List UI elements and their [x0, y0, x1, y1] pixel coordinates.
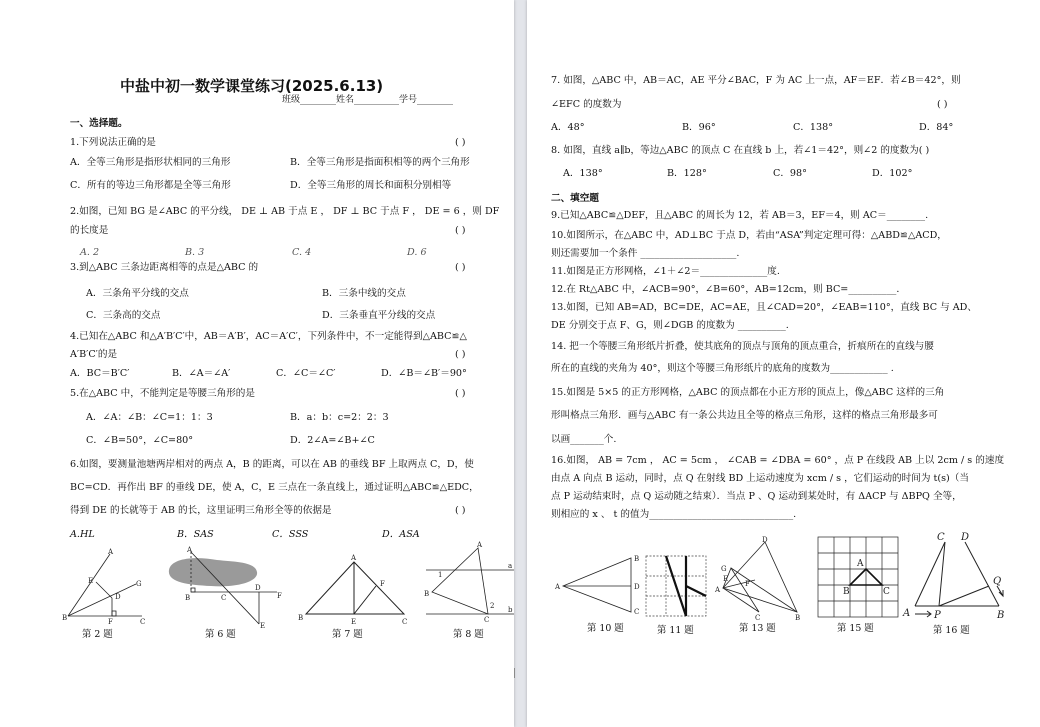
q15-line1: 15.如图是 5×5 的正方形网格，△ABC 的顶点都在小正方形的顶点上，像△ABC 这样的三角: [551, 387, 945, 398]
page-left: [0, 0, 514, 727]
f6-label-c: C: [221, 594, 227, 602]
q6-option-b: B．SAS: [177, 529, 214, 540]
q15-line2: 形叫格点三角形．画与△ABC 有一条公共边且全等的格点三角形，这样的格点三角形最多可: [551, 410, 938, 421]
header-fields: 班级________姓名__________学号________: [282, 95, 454, 105]
q4-line2: A′B′C′的是: [70, 349, 118, 360]
q7-option-b: B．96°: [682, 122, 716, 133]
q8-option-d: D．102°: [872, 168, 913, 179]
q7-paren: ( ): [937, 99, 948, 110]
q4-option-b: B．∠A＝∠A′: [172, 368, 231, 379]
f13-label-g: G: [721, 565, 727, 573]
f8-label-a-line: a: [508, 562, 513, 570]
q4-line1: 4.已知在△ABC 和△A′B′C′中，AB＝A′B′，AC＝A′C′，下列条件中，不一定能得到△ABC≌△: [70, 331, 467, 342]
f8-label-b-line: b: [508, 606, 513, 614]
q2-line1: 2.如图，已知 BG 是∠ABC 的平分线， DE ⊥ AB 于点 E ， DF ⊥ BC 于点 F ， DE = 6 ，则 DF: [70, 206, 500, 217]
q6-line2: BC=CD．再作出 BF 的垂线 DE，使 A，C，E 三点在一条直线上，通过证明△ABC≌△EDC，: [70, 482, 479, 493]
f6-label-e: E: [260, 622, 266, 630]
q5-option-b: B．a：b：c=2：2：3: [290, 412, 389, 423]
f13-label-e: E: [723, 575, 729, 583]
caption-figure-16: 第 16 题: [933, 625, 970, 636]
q14-line2: 所在的直线的夹角为 40°，则这个等腰三角形纸片的底角的度数为____________ .: [551, 363, 894, 374]
q16-line3: 点 P 运动结束时，点 Q 运动随之结束）．当点 P 、Q 运动到某处时，有 ΔACP 与 ΔBPQ 全等，: [551, 491, 962, 502]
f2-label-a: A: [108, 548, 114, 556]
q4-paren: ( ): [455, 349, 466, 360]
q5-option-c: C．∠B=50°，∠C=80°: [86, 435, 194, 446]
f16-label-a: A: [903, 608, 911, 619]
f7-label-a: A: [351, 554, 357, 562]
q9: 9.已知△ABC≌△DEF，且△ABC 的周长为 12，若 AB＝3，EF＝4，则 AC＝________.: [551, 210, 929, 221]
q10-line2: 则还需要加一个条件 ____________________.: [551, 248, 740, 259]
f2-label-e: E: [88, 577, 94, 585]
caption-figure-15: 第 15 题: [837, 623, 874, 634]
section-fill: 二、填空题: [551, 193, 599, 204]
q8-option-a: A．138°: [563, 168, 603, 179]
figure-11: [644, 554, 708, 618]
q2-option-b: B. 3: [185, 247, 205, 258]
q6-line1: 6.如图，要测量池塘两岸相对的两点 A，B 的距离，可以在 AB 的垂线 BF 上取两点 C，D，使: [70, 459, 474, 470]
page-right: [527, 0, 1040, 727]
caption-figure-2: 第 2 题: [82, 629, 113, 640]
q16-line1: 16.如图， AB = 7cm ， AC = 5cm ， ∠CAB = ∠DBA = 60° ，点 P 在线段 AB 上以 2cm / s 的速度: [551, 455, 1005, 466]
figure-2: [62, 548, 152, 628]
q10-line1: 10.如图所示，在△ABC 中，AD⊥BC 于点 D，若由“ASA”判定定理可得：△ABD≌△ACD，: [551, 230, 947, 241]
q5-option-d: D．2∠A=∠B+∠C: [290, 435, 375, 446]
f16-label-c: C: [937, 532, 945, 543]
q3-option-b: B．三条中线的交点: [322, 288, 406, 299]
q16-line2: 由点 A 向点 B 运动，同时，点 Q 在射线 BD 上运动速度为 xcm / s ，它们运动的时间为 t(s)（当: [551, 473, 969, 484]
caption-figure-10: 第 10 题: [587, 623, 624, 634]
q7-option-d: D．84°: [919, 122, 954, 133]
f8-label-1: 1: [438, 571, 443, 579]
f13-label-d: D: [762, 536, 768, 544]
q5-stem: 5.在△ABC 中，不能判定是等腰三角形的是: [70, 388, 255, 399]
f13-label-b: B: [795, 614, 801, 622]
f16-label-p: P: [934, 610, 941, 621]
f13-label-f: F: [745, 580, 750, 588]
f2-label-b: B: [62, 614, 68, 622]
page-gutter: [514, 0, 527, 727]
q11: 11.如图是正方形网格，∠1＋∠2＝______________度.: [551, 266, 780, 277]
q14-line1: 14. 把一个等腰三角形纸片折叠，使其底角的顶点与顶角的顶点重合，折痕所在的直线与腰: [551, 341, 934, 352]
f7-label-c: C: [402, 618, 408, 626]
f8-label-2: 2: [490, 602, 495, 610]
f10-label-b: B: [634, 555, 640, 563]
f2-label-d: D: [115, 593, 121, 601]
q7-option-a: A．48°: [551, 122, 585, 133]
figure-10: [555, 552, 645, 618]
f8-label-c: C: [484, 616, 490, 624]
q6-option-d: D．ASA: [382, 529, 420, 540]
f16-label-d: D: [961, 532, 970, 543]
section-choice: 一、选择题。: [70, 118, 128, 129]
f2-label-g: G: [136, 580, 142, 588]
f7-label-f: F: [380, 580, 385, 588]
f7-label-e: E: [351, 618, 357, 626]
q6-paren: ( ): [455, 505, 466, 516]
q3-stem: 3.到△ABC 三条边距离相等的点是△ABC 的: [70, 262, 259, 273]
f6-label-b: B: [185, 594, 191, 602]
q6-option-c: C．SSS: [272, 529, 309, 540]
f10-label-c: C: [634, 608, 640, 616]
f2-label-c: C: [140, 618, 146, 626]
q2-line2: 的长度是: [70, 225, 109, 236]
f10-label-d: D: [634, 583, 640, 591]
q16-line4: 则相应的 x 、 t 的值为______________________________.: [551, 509, 797, 520]
q12: 12.在 Rt△ABC 中，∠ACB=90°，∠B=60°，AB=12cm，则 BC=__________．: [551, 284, 906, 295]
q2-option-c: C. 4: [292, 247, 312, 258]
q1-stem: 1.下列说法正确的是: [70, 137, 156, 148]
q7-option-c: C．138°: [793, 122, 834, 133]
f6-label-a: A: [187, 546, 193, 554]
pond-shape: [169, 558, 257, 586]
q15-line3: 以画_______个.: [551, 434, 617, 445]
q4-option-c: C．∠C＝∠C′: [276, 368, 336, 379]
figure-8: [422, 541, 514, 626]
f15-label-a: A: [857, 559, 864, 569]
caption-figure-13: 第 13 题: [739, 623, 776, 634]
q3-option-c: C．三条高的交点: [86, 310, 161, 321]
f13-label-a: A: [715, 586, 721, 594]
f15-label-b: B: [843, 587, 850, 597]
q1-option-c: C．所有的等边三角形都是全等三角形: [70, 180, 231, 191]
q4-option-d: D．∠B＝∠B′＝90°: [381, 368, 467, 379]
f8-label-b: B: [424, 590, 430, 598]
f2-label-f: F: [108, 618, 113, 626]
page-title: 中盐中初一数学课堂练习(2025.6.13): [120, 77, 384, 95]
caption-figure-6: 第 6 题: [205, 629, 236, 640]
q2-paren: ( ): [455, 225, 466, 236]
figure-13: [715, 536, 805, 620]
f16-label-q: Q: [993, 576, 1002, 587]
q3-paren: ( ): [455, 262, 466, 273]
caption-figure-8: 第 8 题: [453, 629, 484, 640]
f6-label-f: F: [277, 592, 282, 600]
q8-stem: 8. 如图，直线 a∥b，等边△ABC 的顶点 C 在直线 b 上，若∠1＝42°，则∠2 的度数为( ): [551, 145, 930, 156]
f8-label-a: A: [477, 541, 483, 549]
q3-option-d: D．三条垂直平分线的交点: [322, 310, 436, 321]
q5-option-a: A．∠A：∠B：∠C=1：1：3: [86, 412, 213, 423]
q3-option-a: A．三条角平分线的交点: [86, 288, 189, 299]
q6-line3: 得到 DE 的长就等于 AB 的长，这里证明三角形全等的依据是: [70, 505, 332, 516]
q4-option-a: A．BC＝B′C′: [70, 368, 130, 379]
q13-line2: DE 分别交于点 F、G，则∠DGB 的度数为 __________.: [551, 320, 789, 331]
q8-option-c: C．98°: [773, 168, 807, 179]
figure-16: [903, 530, 1015, 622]
q2-option-d: D. 6: [407, 247, 427, 258]
q6-option-a: A.HL: [70, 529, 95, 540]
caption-figure-11: 第 11 题: [657, 625, 694, 636]
q5-paren: ( ): [455, 388, 466, 399]
q7-line1: 7. 如图，△ABC 中，AB＝AC，AE 平分∠BAC，F 为 AC 上一点，AF＝EF．若∠B＝42°，则: [551, 75, 961, 86]
figure-6: [165, 548, 280, 630]
f16-label-b: B: [997, 610, 1005, 621]
figure-15: [817, 536, 899, 618]
f7-label-b: B: [298, 614, 304, 622]
q1-option-d: D．全等三角形的周长和面积分别相等: [290, 180, 452, 191]
f6-label-d: D: [255, 584, 261, 592]
f13-label-c: C: [755, 614, 761, 622]
q1-option-a: A．全等三角形是指形状相同的三角形: [70, 157, 231, 168]
f10-label-a: A: [555, 583, 561, 591]
q7-line2: ∠EFC 的度数为: [551, 99, 622, 110]
q1-option-b: B．全等三角形是指面积相等的两个三角形: [290, 157, 470, 168]
q8-option-b: B．128°: [667, 168, 707, 179]
caption-figure-7: 第 7 题: [332, 629, 363, 640]
q1-paren: ( ): [455, 137, 466, 148]
figure-7: [298, 552, 413, 628]
q13-line1: 13.如图，已知 AB=AD，BC=DE，AC=AE，且∠CAD=20°，∠EAB=110°，直线 BC 与 AD、: [551, 302, 977, 313]
f15-label-c: C: [883, 587, 890, 597]
q2-option-a: A. 2: [80, 247, 100, 258]
